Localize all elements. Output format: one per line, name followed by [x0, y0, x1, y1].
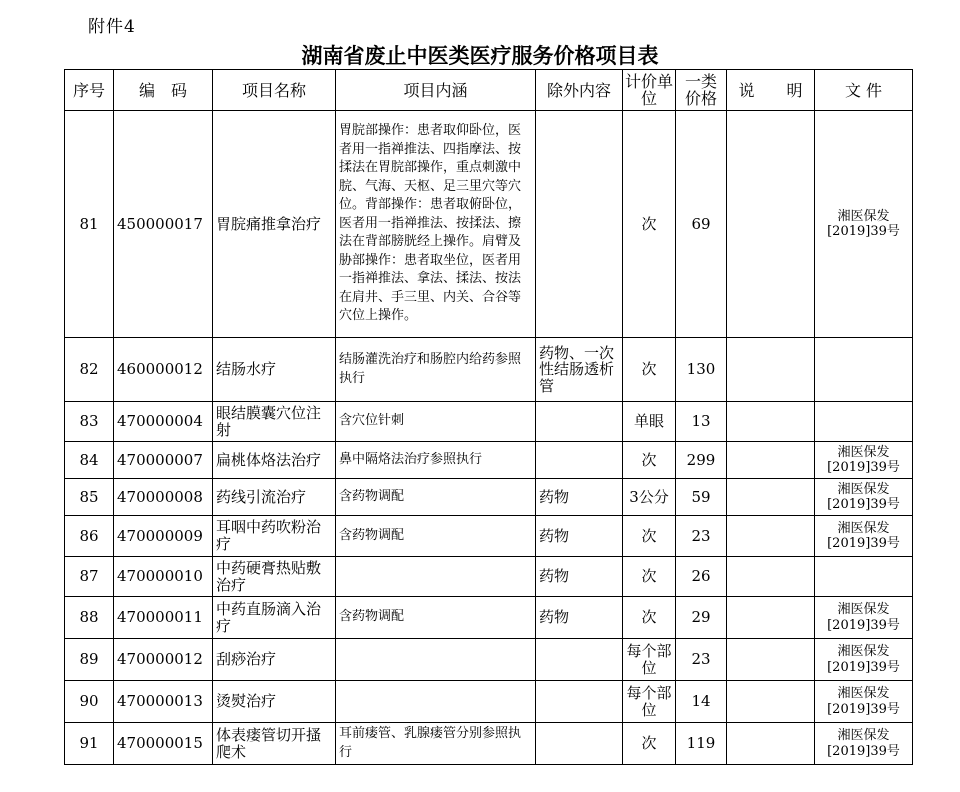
table-row: [65, 516, 913, 557]
cell-seq: 89: [65, 639, 114, 681]
cell-name: 眼结膜囊穴位注射: [213, 402, 336, 442]
cell-code: 460000012: [114, 338, 213, 402]
cell-content: 结肠灌洗治疗和肠腔内给药参照执行: [336, 338, 536, 402]
cell-note: [727, 111, 815, 338]
cell-seq: 83: [65, 402, 114, 442]
cell-exclusion: [536, 639, 623, 681]
cell-unit: 次: [623, 338, 676, 402]
cell-note: [727, 479, 815, 516]
cell-doc: 湘医保发[2019]39号: [815, 479, 913, 516]
header-exclusion: 除外内容: [536, 70, 623, 111]
cell-name: 耳咽中药吹粉治疗: [213, 516, 336, 557]
cell-name: 药线引流治疗: [213, 479, 336, 516]
cell-note: [727, 597, 815, 639]
table-row: [65, 681, 913, 723]
cell-seq: 88: [65, 597, 114, 639]
table-row: [65, 402, 913, 442]
cell-doc: 湘医保发[2019]39号: [815, 723, 913, 765]
cell-name: 扁桃体烙法治疗: [213, 442, 336, 479]
cell-seq: 82: [65, 338, 114, 402]
cell-doc: 湘医保发[2019]39号: [815, 597, 913, 639]
cell-unit: 次: [623, 442, 676, 479]
cell-doc: [815, 402, 913, 442]
cell-doc: 湘医保发[2019]39号: [815, 111, 913, 338]
cell-exclusion: 药物、一次性结肠透析管: [536, 338, 623, 402]
cell-content: 耳前瘘管、乳腺瘘管分别参照执行: [336, 723, 536, 765]
cell-content: [336, 557, 536, 597]
cell-code: 470000008: [114, 479, 213, 516]
cell-code: 470000015: [114, 723, 213, 765]
cell-note: [727, 516, 815, 557]
cell-unit: 每个部位: [623, 639, 676, 681]
document-title: 湖南省废止中医类医疗服务价格项目表: [301, 44, 659, 68]
cell-name: 烫熨治疗: [213, 681, 336, 723]
cell-name: 中药直肠滴入治疗: [213, 597, 336, 639]
cell-exclusion: [536, 442, 623, 479]
cell-unit: 次: [623, 723, 676, 765]
cell-note: [727, 442, 815, 479]
cell-price: 23: [676, 639, 727, 681]
cell-code: 470000004: [114, 402, 213, 442]
cell-code: 470000009: [114, 516, 213, 557]
cell-price: 14: [676, 681, 727, 723]
cell-note: [727, 681, 815, 723]
cell-doc: 湘医保发[2019]39号: [815, 681, 913, 723]
header-seq: 序号: [65, 70, 114, 111]
cell-doc: 湘医保发[2019]39号: [815, 442, 913, 479]
table-row: [65, 597, 913, 639]
cell-content: 含药物调配: [336, 516, 536, 557]
cell-seq: 90: [65, 681, 114, 723]
cell-name: 刮痧治疗: [213, 639, 336, 681]
cell-doc: 湘医保发[2019]39号: [815, 639, 913, 681]
header-doc: 文 件: [815, 70, 913, 111]
cell-note: [727, 639, 815, 681]
cell-content: [336, 639, 536, 681]
cell-seq: 86: [65, 516, 114, 557]
cell-exclusion: 药物: [536, 516, 623, 557]
attachment-label: 附件4: [88, 17, 136, 37]
header-unit: 计价单位: [623, 70, 676, 111]
cell-price: 29: [676, 597, 727, 639]
cell-doc: 湘医保发[2019]39号: [815, 516, 913, 557]
cell-exclusion: 药物: [536, 597, 623, 639]
cell-exclusion: [536, 723, 623, 765]
cell-code: 470000013: [114, 681, 213, 723]
cell-note: [727, 723, 815, 765]
table-row: [65, 442, 913, 479]
table-row: [65, 557, 913, 597]
cell-code: 470000011: [114, 597, 213, 639]
cell-code: 470000012: [114, 639, 213, 681]
cell-price: 26: [676, 557, 727, 597]
cell-exclusion: [536, 402, 623, 442]
cell-price: 119: [676, 723, 727, 765]
cell-price: 13: [676, 402, 727, 442]
table-row: [65, 111, 913, 338]
cell-unit: 3公分: [623, 479, 676, 516]
cell-unit: 次: [623, 597, 676, 639]
cell-price: 69: [676, 111, 727, 338]
cell-price: 130: [676, 338, 727, 402]
cell-content: 含穴位针刺: [336, 402, 536, 442]
cell-note: [727, 402, 815, 442]
cell-price: 23: [676, 516, 727, 557]
cell-seq: 87: [65, 557, 114, 597]
table-row: [65, 639, 913, 681]
header-content: 项目内涵: [336, 70, 536, 111]
cell-price: 59: [676, 479, 727, 516]
cell-unit: 每个部位: [623, 681, 676, 723]
table-row: [65, 723, 913, 765]
cell-content: [336, 681, 536, 723]
header-code: 编 码: [114, 70, 213, 111]
cell-name: 结肠水疗: [213, 338, 336, 402]
header-name: 项目名称: [213, 70, 336, 111]
cell-seq: 91: [65, 723, 114, 765]
cell-unit: 次: [623, 516, 676, 557]
cell-name: 中药硬膏热贴敷治疗: [213, 557, 336, 597]
table-row: [65, 479, 913, 516]
cell-unit: 次: [623, 111, 676, 338]
header-note: 说 明: [727, 70, 815, 111]
cell-unit: 次: [623, 557, 676, 597]
price-item-table: [64, 69, 913, 765]
cell-name: 体表瘘管切开搔爬术: [213, 723, 336, 765]
cell-exclusion: [536, 681, 623, 723]
cell-price: 299: [676, 442, 727, 479]
cell-code: 470000010: [114, 557, 213, 597]
cell-content: 含药物调配: [336, 479, 536, 516]
cell-note: [727, 557, 815, 597]
cell-content: 鼻中隔烙法治疗参照执行: [336, 442, 536, 479]
cell-content: 含药物调配: [336, 597, 536, 639]
cell-seq: 81: [65, 111, 114, 338]
cell-doc: [815, 557, 913, 597]
cell-exclusion: 药物: [536, 479, 623, 516]
cell-note: [727, 338, 815, 402]
cell-seq: 85: [65, 479, 114, 516]
cell-doc: [815, 338, 913, 402]
cell-code: 450000017: [114, 111, 213, 338]
cell-content: 胃脘部操作：患者取仰卧位，医者用一指禅推法、四指摩法、按揉法在胃脘部操作，重点刺激中脘、气海、天枢、足三里穴等穴位。背部操作：患者取俯卧位，医者用一指禅推法、按揉法、擦法在背部膀胱经上操作。肩臂及胁部操作：患者取坐位，医者用一指禅推法、拿法、揉法、按法在肩井、手三里、内关、合谷等穴位上操作。: [336, 111, 536, 338]
table-header-row: [65, 70, 913, 111]
cell-code: 470000007: [114, 442, 213, 479]
cell-unit: 单眼: [623, 402, 676, 442]
cell-seq: 84: [65, 442, 114, 479]
header-price: 一类价格: [676, 70, 727, 111]
cell-name: 胃脘痛推拿治疗: [213, 111, 336, 338]
cell-exclusion: [536, 111, 623, 338]
cell-exclusion: 药物: [536, 557, 623, 597]
table-row: [65, 338, 913, 402]
